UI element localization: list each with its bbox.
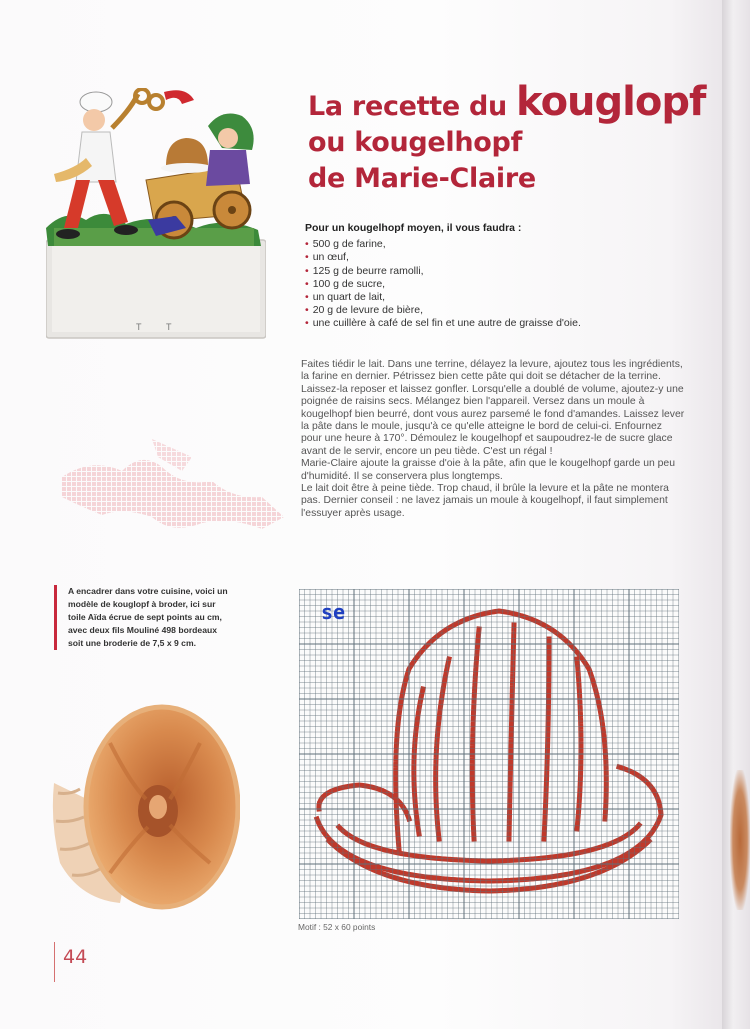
title-prefix: La recette du [308, 91, 517, 122]
instructions-paragraph: Faites tiédir le lait. Dans une terrine, délayez la levure, ajoutez tous les ingrédients, la farine en dernier. Pétrissez bien cette pâte qui doit se détacher de la terrine. Laissez-la reposer et laissez gonfler. Lorsqu'elle a doublé de volume, ajoutez-y une poignée de raisins secs. Mélangez bien l'appareil. Versez dans un moule à kougelhopf bien beurré, dont vous aurez parsemé le fond d'amandes. Laissez lever la pâte dans le moule, jusqu'à ce qu'elle atteigne le bord de celui-ci. Enfournez pour une heure à 170°. Démoulez le kougelhopf et saupoudrez-le de sucre glace avant de le servir, encore un peu tiède. C'est un régal ! [301, 359, 685, 457]
embroidery-note: A encadrer dans votre cuisine, voici un modèle de kouglopf à broder, ici sur toile Aïda écrue de sept points au cm, avec deux fils Mouliné 498 bordeaux soit une broderie de 7,5 x 9 cm. [54, 585, 234, 650]
ingredient-item: • un œuf, [305, 251, 705, 264]
spine-shadow [730, 770, 750, 910]
kouglopf-mould-photo [50, 703, 240, 915]
cross-stitch-chart [299, 589, 679, 919]
recipe-instructions [301, 359, 685, 520]
chart-initials: se [321, 600, 346, 624]
page-number: 44 [54, 942, 114, 982]
faded-cross-stitch-motif [62, 437, 284, 541]
ingredient-item: • un quart de lait, [305, 291, 705, 304]
ingredient-item: • 500 g de farine, [305, 238, 705, 251]
title-line3: de Marie-Claire [308, 163, 536, 194]
svg-text:T: T [166, 322, 172, 332]
ingredient-item: • une cuillère à café de sel fin et une autre de graisse d'oie. [305, 317, 705, 330]
recipe-title [308, 79, 718, 197]
svg-text:T: T [136, 322, 142, 332]
ingredients-list [305, 238, 705, 330]
ingredient-item: • 20 g de levure de bière, [305, 304, 705, 317]
advice-paragraph: Le lait doit être à peine tiède. Trop chaud, il brûle la levure et la pâte ne montera pas. Dernier conseil : ne lavez jamais un moule à kougelhopf, il faut simplement l'essuyer après usage. [301, 483, 669, 519]
ingredient-item: • 125 g de beurre ramolli, [305, 265, 705, 278]
chart-grid-lines [299, 589, 679, 919]
ingredients-lead: Pour un kougelhopf moyen, il vous faudra : [305, 222, 522, 234]
title-line2: ou kougelhopf [308, 127, 523, 158]
ingredients-block [305, 222, 705, 331]
chart-caption: Motif : 52 x 60 points [298, 922, 376, 932]
cook-and-cart-figurine [46, 88, 266, 340]
title-kouglopf: kouglopf [516, 79, 706, 125]
ingredient-item: • 100 g de sucre, [305, 278, 705, 291]
tip-paragraph: Marie-Claire ajoute la graisse d'oie à la pâte, afin que le kougelhopf garde un peu d'humidité. Il se conservera plus longtemps. [301, 458, 675, 482]
